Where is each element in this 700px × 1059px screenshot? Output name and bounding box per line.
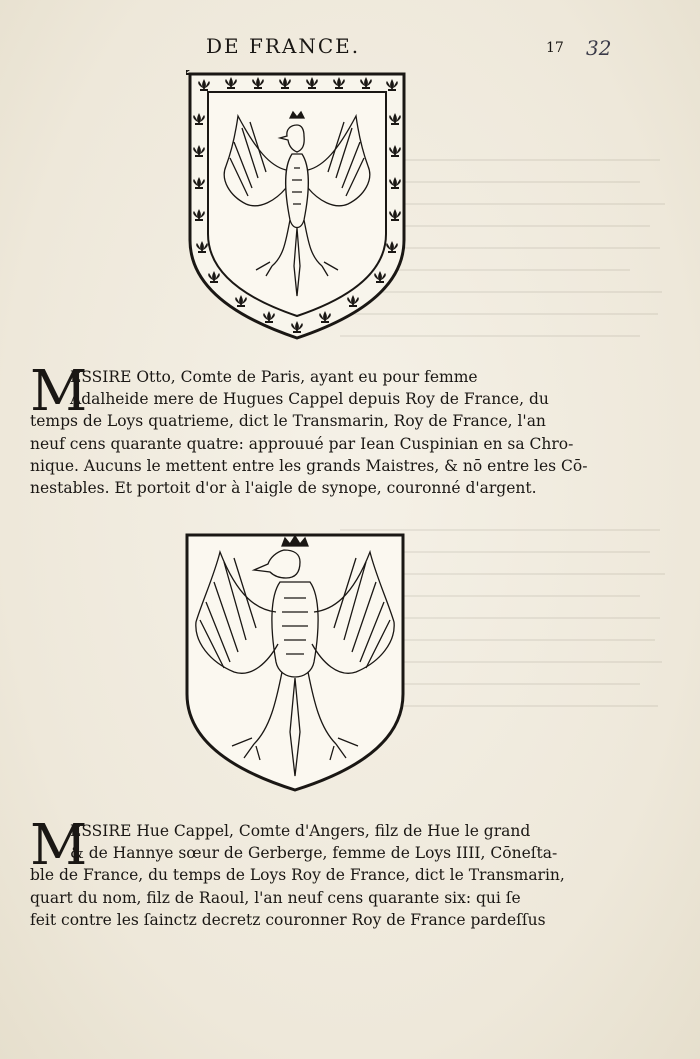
page-number: 17 [546,40,564,56]
paragraph-line: quart du nom, filz de Raoul, l'an neuf cens quarante six: qui ſe [30,888,521,907]
dropcap-2: M [30,813,88,878]
paragraph-line: ESSIRE Otto, Comte de Paris, ayant eu pour femme [70,368,478,386]
handwritten-page-number: 32 [586,36,612,60]
page-header: DE FRANCE. [206,34,361,58]
paragraph-line: ble de France, du temps de Loys Roy de France, dict le Transmarin, [30,866,565,885]
paragraph-line: feit contre les ſainctz decretz couronner Roy de France pardeſſus [30,910,546,929]
paragraph-hue-cappel [30,813,565,931]
paragraph-otto [30,359,588,499]
paragraph-line: Adalheide mere de Hugues Cappel depuis Roy de France, du [70,390,549,409]
paragraph-line: nique. Aucuns le mettent entre les grands Maistres, & nō entre les Cō- [30,456,588,475]
dropcap-1: M [30,359,88,424]
paragraph-line: temps de Loys quatrieme, dict le Transmarin, Roy de France, l'an [30,412,546,431]
paragraph-line: & de Hannye sœur de Gerberge, femme de Loys IIII, Cōneſta- [70,844,558,863]
coat-of-arms-otto [186,70,408,342]
coat-of-arms-hue-cappel [184,532,406,794]
paragraph-line: neuf cens quarante quatre: approuué par Iean Cuspinian en sa Chro- [30,434,574,453]
paragraph-line: nestables. Et portoit d'or à l'aigle de synope, couronné d'argent. [30,479,537,498]
paragraph-line: ESSIRE Hue Cappel, Comte d'Angers, filz de Hue le grand [70,822,531,840]
